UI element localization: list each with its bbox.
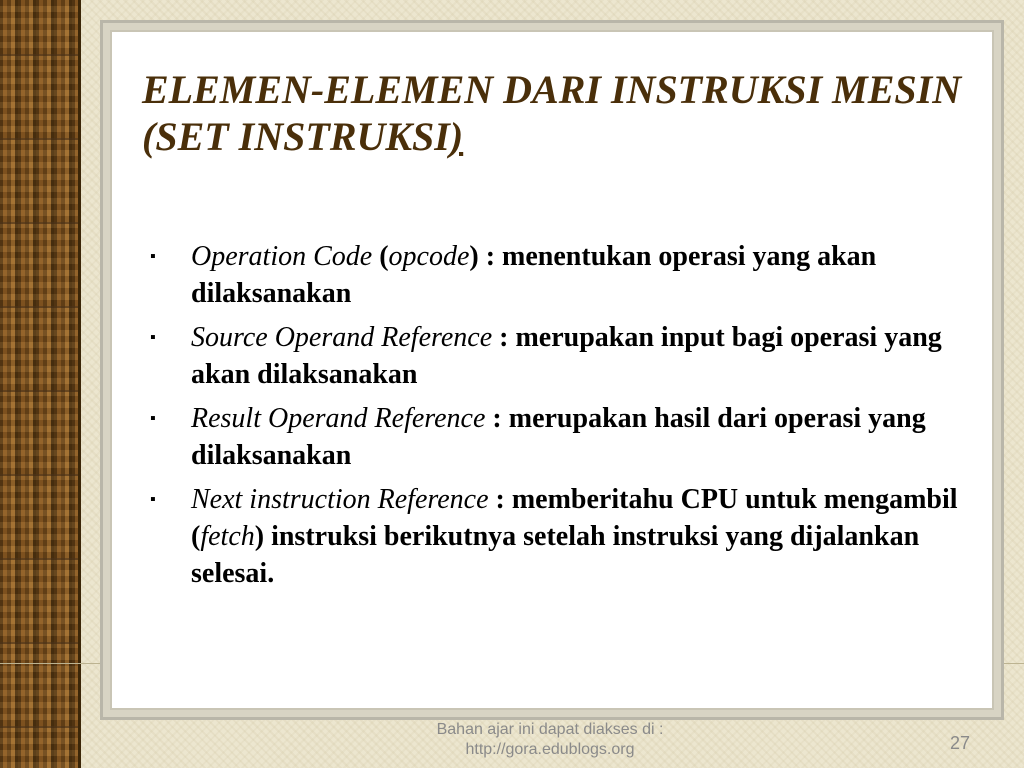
definition-text: : menentukan operasi yang akan dilaksanakan bbox=[191, 241, 877, 309]
list-item bbox=[150, 481, 980, 592]
term-source-operand: Source Operand Reference bbox=[191, 322, 493, 353]
title-text: ELEMEN-ELEMEN DARI INSTRUKSI MESIN (SET INSTRUKSI bbox=[142, 67, 962, 159]
slide-content-panel bbox=[110, 30, 994, 710]
footer-note bbox=[360, 720, 740, 760]
list-item bbox=[150, 319, 980, 393]
page-number: 27 bbox=[949, 733, 971, 753]
footer-line-1: Bahan ajar ini dapat diakses di : bbox=[436, 721, 664, 738]
paren-close: ) bbox=[469, 241, 479, 272]
definition-text: : merupakan input bagi operasi yang akan dilaksanakan bbox=[191, 322, 942, 390]
square-bullet-icon: ▪ bbox=[150, 410, 156, 427]
definition-text-continued: ) instruksi berikutnya setelah instruksi yang dijalankan selesai. bbox=[191, 521, 920, 589]
square-bullet-icon: ▪ bbox=[150, 329, 156, 346]
term-fetch: fetch bbox=[200, 521, 255, 552]
title-closing-paren: ) bbox=[449, 114, 464, 159]
square-bullet-icon: ▪ bbox=[150, 248, 156, 265]
definition-text: : memberitahu CPU untuk mengambil ( bbox=[191, 484, 958, 552]
bullet-list bbox=[150, 238, 980, 599]
list-item bbox=[150, 400, 980, 474]
term-operation-code: Operation Code bbox=[191, 241, 373, 272]
list-item bbox=[150, 238, 980, 312]
term-result-operand: Result Operand Reference bbox=[191, 403, 486, 434]
term-opcode: opcode bbox=[388, 241, 470, 272]
term-next-instruction: Next instruction Reference bbox=[191, 484, 489, 515]
square-bullet-icon: ▪ bbox=[150, 491, 156, 508]
slide-frame bbox=[100, 20, 1004, 720]
slide-title bbox=[142, 66, 962, 160]
paren-open: ( bbox=[372, 241, 389, 272]
footer-url: http://gora.edublogs.org bbox=[465, 741, 635, 758]
wood-border-decoration bbox=[0, 0, 81, 768]
definition-text: : merupakan hasil dari operasi yang dilaksanakan bbox=[191, 403, 926, 471]
